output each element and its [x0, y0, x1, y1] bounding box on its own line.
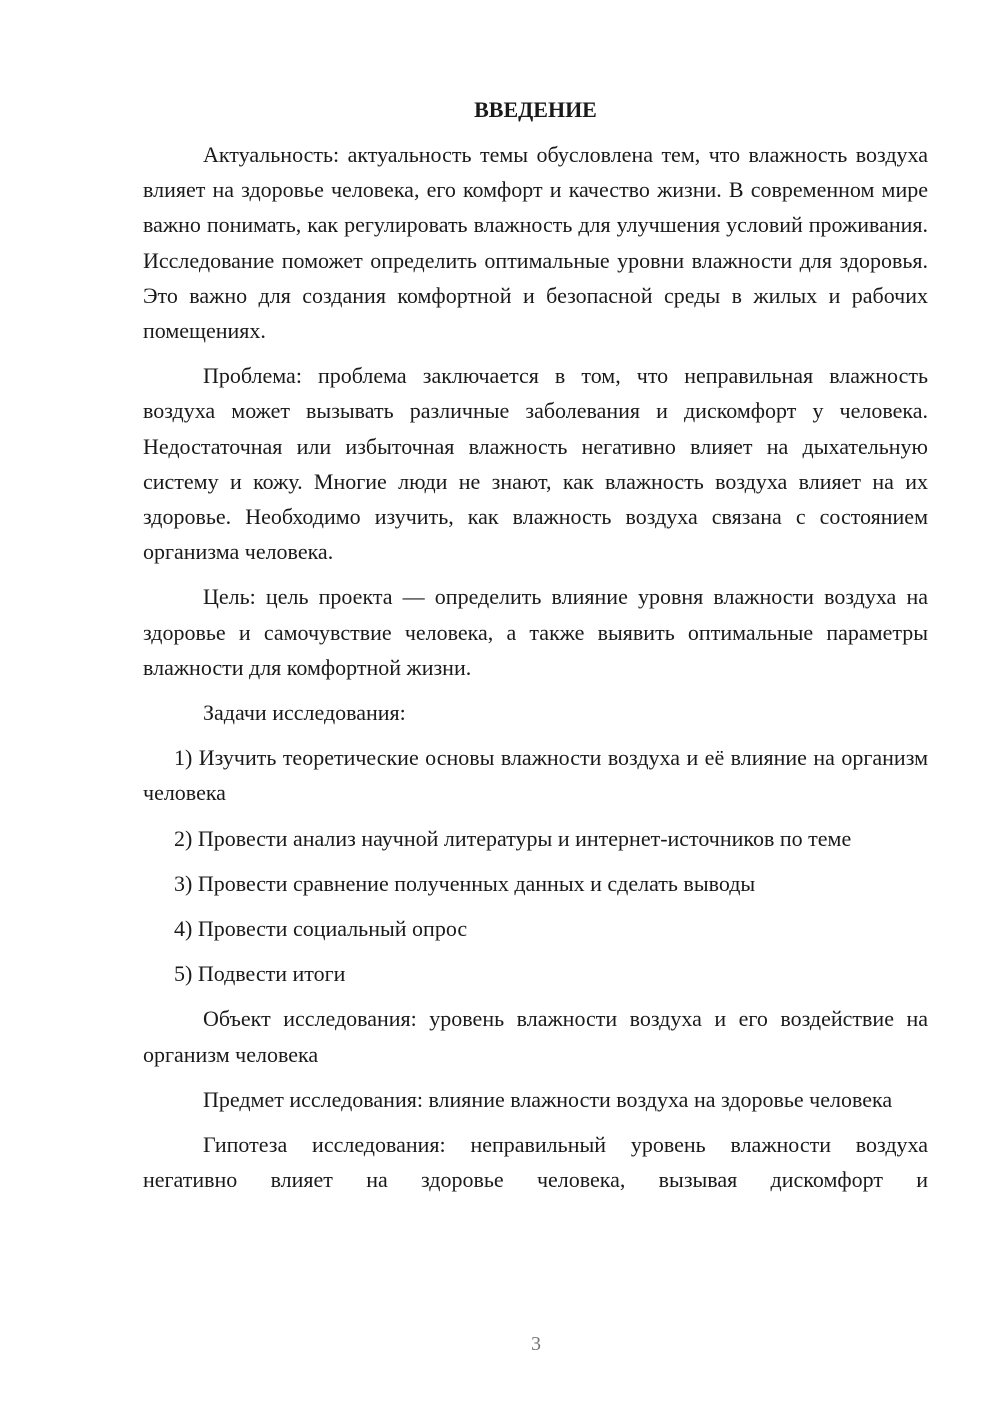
document-body [143, 92, 928, 1207]
task-item: 3) Провести сравнение полученных данных и сделать выводы [174, 870, 756, 896]
goal-paragraph: Цель: цель проекта — определить влияние уровня влажности воздуха на здоровье и самочувствие человека, а также выявить оптимальные параметры влажности для комфортной жизни. [143, 584, 928, 680]
page-number: 3 [531, 1333, 541, 1355]
task-item: 2) Провести анализ научной литературы и интернет-источников по теме [174, 825, 852, 851]
task-item: 1) Изучить теоретические основы влажности воздуха и её влияние на организм человека [143, 745, 928, 806]
task-item: 5) Подвести итоги [174, 961, 346, 987]
tasks-heading: Задачи исследования: [203, 700, 406, 726]
problem-paragraph: Проблема: проблема заключается в том, что неправильная влажность воздуха может вызывать различные заболевания и дискомфорт у человека. Недостаточная или избыточная влажность негативно влияет на дыхательную систему и кожу. Многие люди не знают, как влажность воздуха влияет на их здоровье. Необходимо изучить, как влажность воздуха связана с состоянием организма человека. [143, 363, 928, 565]
hypothesis-paragraph: Гипотеза исследования: неправильный уровень влажности воздуха негативно влияет на здоровье человека, вызывая дискомфорт и [143, 1132, 928, 1193]
task-item: 4) Провести социальный опрос [174, 916, 468, 942]
relevance-paragraph: Актуальность: актуальность темы обусловлена тем, что влажность воздуха влияет на здоровье человека, его комфорт и качество жизни. В современном мире важно понимать, как регулировать влажность для улучшения условий проживания. Исследование поможет определить оптимальные уровни влажности для здоровья. Это важно для создания комфортной и безопасной среды в жилых и рабочих помещениях. [143, 142, 928, 344]
object-paragraph: Объект исследования: уровень влажности воздуха и его воздействие на организм человека [143, 1006, 928, 1067]
subject-paragraph: Предмет исследования: влияние влажности воздуха на здоровье человека [203, 1086, 893, 1112]
section-title: ВВЕДЕНИЕ [474, 97, 597, 122]
